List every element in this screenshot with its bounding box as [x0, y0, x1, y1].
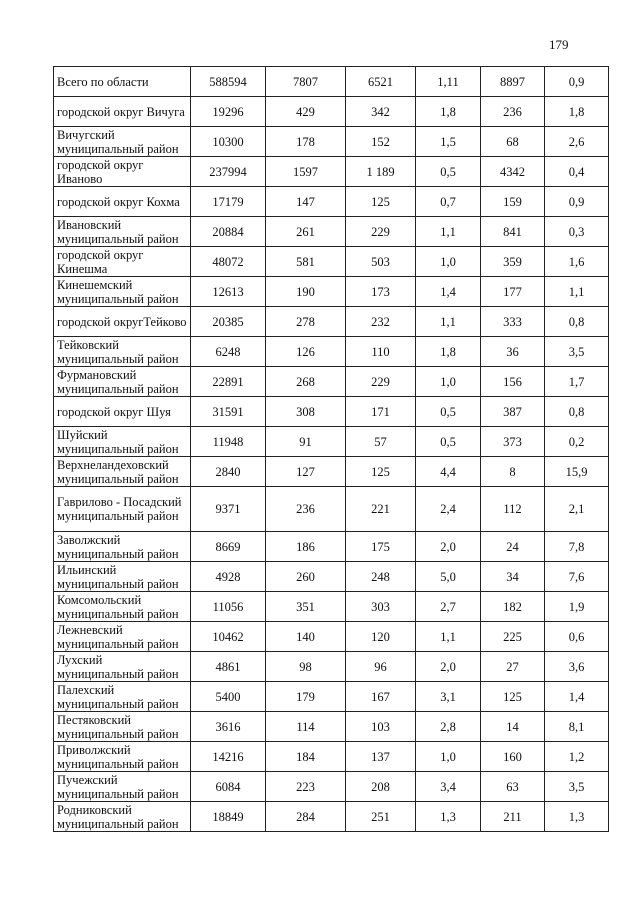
value-cell-col6: 3,5 — [545, 337, 609, 367]
value-cell-col5: 14 — [481, 712, 545, 742]
table-row — [54, 187, 609, 217]
value-cell-col4: 1,11 — [416, 67, 481, 97]
value-cell-col3: 248 — [346, 562, 416, 592]
value-cell-col5: 373 — [481, 427, 545, 457]
district-name-cell: городской округ Вичуга — [54, 97, 191, 127]
value-cell-col4: 2,0 — [416, 652, 481, 682]
value-cell-col1: 48072 — [191, 247, 266, 277]
value-cell-col6: 0,4 — [545, 157, 609, 187]
value-cell-col2: 351 — [266, 592, 346, 622]
value-cell-col1: 6084 — [191, 772, 266, 802]
district-name-cell: городской округ Кохма — [54, 187, 191, 217]
value-cell-col1: 31591 — [191, 397, 266, 427]
value-cell-col4: 2,4 — [416, 487, 481, 532]
value-cell-col6: 0,6 — [545, 622, 609, 652]
value-cell-col2: 268 — [266, 367, 346, 397]
district-name-cell: городской округ Шуя — [54, 397, 191, 427]
district-name-cell: Верхнеландеховский муниципальный район — [54, 457, 191, 487]
value-cell-col1: 20385 — [191, 307, 266, 337]
table-row — [54, 487, 609, 532]
value-cell-col4: 1,8 — [416, 337, 481, 367]
district-name-cell: городской округТейково — [54, 307, 191, 337]
value-cell-col1: 19296 — [191, 97, 266, 127]
value-cell-col6: 7,8 — [545, 532, 609, 562]
value-cell-col4: 2,0 — [416, 532, 481, 562]
value-cell-col5: 841 — [481, 217, 545, 247]
value-cell-col5: 160 — [481, 742, 545, 772]
value-cell-col6: 3,6 — [545, 652, 609, 682]
table-row — [54, 427, 609, 457]
value-cell-col4: 2,8 — [416, 712, 481, 742]
district-name-cell: городской округ Кинешма — [54, 247, 191, 277]
value-cell-col3: 125 — [346, 187, 416, 217]
value-cell-col2: 260 — [266, 562, 346, 592]
district-name-cell: Лежневский муниципальный район — [54, 622, 191, 652]
value-cell-col2: 98 — [266, 652, 346, 682]
value-cell-col2: 178 — [266, 127, 346, 157]
value-cell-col2: 223 — [266, 772, 346, 802]
value-cell-col2: 91 — [266, 427, 346, 457]
table-row — [54, 97, 609, 127]
value-cell-col1: 10300 — [191, 127, 266, 157]
district-name-cell: Вичугский муниципальный район — [54, 127, 191, 157]
value-cell-col5: 159 — [481, 187, 545, 217]
value-cell-col4: 5,0 — [416, 562, 481, 592]
value-cell-col6: 3,5 — [545, 772, 609, 802]
table-row — [54, 307, 609, 337]
district-name-cell: Шуйский муниципальный район — [54, 427, 191, 457]
value-cell-col4: 1,0 — [416, 247, 481, 277]
value-cell-col6: 1,8 — [545, 97, 609, 127]
value-cell-col5: 387 — [481, 397, 545, 427]
value-cell-col3: 110 — [346, 337, 416, 367]
value-cell-col2: 114 — [266, 712, 346, 742]
value-cell-col3: 303 — [346, 592, 416, 622]
value-cell-col6: 1,6 — [545, 247, 609, 277]
value-cell-col3: 342 — [346, 97, 416, 127]
value-cell-col5: 225 — [481, 622, 545, 652]
value-cell-col4: 1,8 — [416, 97, 481, 127]
value-cell-col3: 229 — [346, 217, 416, 247]
district-name-cell: Заволжский муниципальный район — [54, 532, 191, 562]
value-cell-col2: 581 — [266, 247, 346, 277]
value-cell-col6: 0,3 — [545, 217, 609, 247]
value-cell-col2: 140 — [266, 622, 346, 652]
district-name-cell: Пучежский муниципальный район — [54, 772, 191, 802]
table-row — [54, 682, 609, 712]
value-cell-col2: 127 — [266, 457, 346, 487]
table-row — [54, 742, 609, 772]
value-cell-col2: 179 — [266, 682, 346, 712]
value-cell-col4: 3,1 — [416, 682, 481, 712]
district-name-cell: Пестяковский муниципальный район — [54, 712, 191, 742]
value-cell-col1: 11056 — [191, 592, 266, 622]
value-cell-col3: 6521 — [346, 67, 416, 97]
value-cell-col1: 18849 — [191, 802, 266, 832]
value-cell-col3: 167 — [346, 682, 416, 712]
value-cell-col2: 284 — [266, 802, 346, 832]
value-cell-col5: 8897 — [481, 67, 545, 97]
value-cell-col3: 173 — [346, 277, 416, 307]
value-cell-col6: 15,9 — [545, 457, 609, 487]
district-name-cell: Тейковский муниципальный район — [54, 337, 191, 367]
value-cell-col1: 8669 — [191, 532, 266, 562]
value-cell-col5: 359 — [481, 247, 545, 277]
value-cell-col5: 112 — [481, 487, 545, 532]
value-cell-col1: 4928 — [191, 562, 266, 592]
value-cell-col5: 182 — [481, 592, 545, 622]
value-cell-col4: 3,4 — [416, 772, 481, 802]
value-cell-col4: 1,3 — [416, 802, 481, 832]
value-cell-col5: 36 — [481, 337, 545, 367]
value-cell-col6: 2,6 — [545, 127, 609, 157]
value-cell-col6: 1,2 — [545, 742, 609, 772]
district-name-cell: Всего по области — [54, 67, 191, 97]
value-cell-col3: 96 — [346, 652, 416, 682]
value-cell-col3: 137 — [346, 742, 416, 772]
value-cell-col2: 7807 — [266, 67, 346, 97]
value-cell-col1: 3616 — [191, 712, 266, 742]
value-cell-col1: 22891 — [191, 367, 266, 397]
value-cell-col4: 0,5 — [416, 427, 481, 457]
value-cell-col6: 1,7 — [545, 367, 609, 397]
value-cell-col3: 152 — [346, 127, 416, 157]
value-cell-col1: 6248 — [191, 337, 266, 367]
value-cell-col4: 0,5 — [416, 397, 481, 427]
value-cell-col6: 0,8 — [545, 397, 609, 427]
value-cell-col5: 211 — [481, 802, 545, 832]
value-cell-col4: 1,1 — [416, 307, 481, 337]
table-row — [54, 772, 609, 802]
value-cell-col5: 333 — [481, 307, 545, 337]
value-cell-col1: 9371 — [191, 487, 266, 532]
value-cell-col6: 1,1 — [545, 277, 609, 307]
value-cell-col6: 1,4 — [545, 682, 609, 712]
value-cell-col1: 12613 — [191, 277, 266, 307]
value-cell-col6: 1,3 — [545, 802, 609, 832]
table-row — [54, 127, 609, 157]
value-cell-col4: 1,1 — [416, 622, 481, 652]
value-cell-col4: 1,0 — [416, 367, 481, 397]
value-cell-col1: 10462 — [191, 622, 266, 652]
table-row — [54, 712, 609, 742]
value-cell-col1: 2840 — [191, 457, 266, 487]
value-cell-col1: 588594 — [191, 67, 266, 97]
value-cell-col4: 1,1 — [416, 217, 481, 247]
value-cell-col2: 184 — [266, 742, 346, 772]
value-cell-col1: 5400 — [191, 682, 266, 712]
value-cell-col1: 11948 — [191, 427, 266, 457]
value-cell-col4: 2,7 — [416, 592, 481, 622]
value-cell-col2: 236 — [266, 487, 346, 532]
value-cell-col3: 171 — [346, 397, 416, 427]
table-row — [54, 157, 609, 187]
page-number: 179 — [549, 37, 569, 52]
value-cell-col3: 120 — [346, 622, 416, 652]
value-cell-col2: 261 — [266, 217, 346, 247]
value-cell-col5: 24 — [481, 532, 545, 562]
value-cell-col6: 1,9 — [545, 592, 609, 622]
value-cell-col5: 125 — [481, 682, 545, 712]
value-cell-col6: 7,6 — [545, 562, 609, 592]
district-name-cell: Приволжский муниципальный район — [54, 742, 191, 772]
value-cell-col3: 503 — [346, 247, 416, 277]
table-row — [54, 217, 609, 247]
district-name-cell: городской округ Иваново — [54, 157, 191, 187]
value-cell-col3: 1 189 — [346, 157, 416, 187]
value-cell-col4: 4,4 — [416, 457, 481, 487]
value-cell-col5: 177 — [481, 277, 545, 307]
value-cell-col2: 190 — [266, 277, 346, 307]
value-cell-col5: 8 — [481, 457, 545, 487]
value-cell-col2: 1597 — [266, 157, 346, 187]
district-name-cell: Родниковский муниципальный район — [54, 802, 191, 832]
value-cell-col5: 68 — [481, 127, 545, 157]
value-cell-col4: 1,5 — [416, 127, 481, 157]
value-cell-col2: 147 — [266, 187, 346, 217]
district-name-cell: Палехский муниципальный район — [54, 682, 191, 712]
district-name-cell: Лухский муниципальный район — [54, 652, 191, 682]
value-cell-col4: 1,4 — [416, 277, 481, 307]
district-name-cell: Фурмановский муниципальный район — [54, 367, 191, 397]
value-cell-col3: 229 — [346, 367, 416, 397]
value-cell-col2: 186 — [266, 532, 346, 562]
table-row — [54, 247, 609, 277]
value-cell-col1: 237994 — [191, 157, 266, 187]
district-name-cell: Ивановский муниципальный район — [54, 217, 191, 247]
district-name-cell: Кинешемский муниципальный район — [54, 277, 191, 307]
district-statistics-table — [53, 66, 609, 832]
value-cell-col4: 1,0 — [416, 742, 481, 772]
value-cell-col4: 0,5 — [416, 157, 481, 187]
table-row — [54, 397, 609, 427]
table-row — [54, 67, 609, 97]
value-cell-col3: 232 — [346, 307, 416, 337]
value-cell-col6: 0,9 — [545, 187, 609, 217]
value-cell-col5: 34 — [481, 562, 545, 592]
table-row — [54, 652, 609, 682]
table-row — [54, 457, 609, 487]
value-cell-col3: 57 — [346, 427, 416, 457]
value-cell-col3: 175 — [346, 532, 416, 562]
value-cell-col4: 0,7 — [416, 187, 481, 217]
value-cell-col5: 63 — [481, 772, 545, 802]
value-cell-col2: 126 — [266, 337, 346, 367]
value-cell-col6: 0,8 — [545, 307, 609, 337]
value-cell-col1: 17179 — [191, 187, 266, 217]
table-row — [54, 337, 609, 367]
value-cell-col1: 20884 — [191, 217, 266, 247]
district-name-cell: Комсомольский муниципальный район — [54, 592, 191, 622]
value-cell-col2: 278 — [266, 307, 346, 337]
value-cell-col1: 4861 — [191, 652, 266, 682]
value-cell-col1: 14216 — [191, 742, 266, 772]
value-cell-col2: 429 — [266, 97, 346, 127]
value-cell-col3: 208 — [346, 772, 416, 802]
value-cell-col5: 27 — [481, 652, 545, 682]
table-row — [54, 277, 609, 307]
table-row — [54, 367, 609, 397]
table-row — [54, 802, 609, 832]
value-cell-col3: 251 — [346, 802, 416, 832]
value-cell-col6: 0,9 — [545, 67, 609, 97]
table-row — [54, 562, 609, 592]
value-cell-col5: 236 — [481, 97, 545, 127]
value-cell-col2: 308 — [266, 397, 346, 427]
value-cell-col6: 0,2 — [545, 427, 609, 457]
value-cell-col3: 125 — [346, 457, 416, 487]
value-cell-col6: 8,1 — [545, 712, 609, 742]
value-cell-col5: 4342 — [481, 157, 545, 187]
district-name-cell: Гаврилово - Посадский муниципальный район — [54, 487, 191, 532]
value-cell-col6: 2,1 — [545, 487, 609, 532]
district-name-cell: Ильинский муниципальный район — [54, 562, 191, 592]
table-row — [54, 532, 609, 562]
value-cell-col5: 156 — [481, 367, 545, 397]
value-cell-col3: 103 — [346, 712, 416, 742]
value-cell-col3: 221 — [346, 487, 416, 532]
table-row — [54, 592, 609, 622]
table-row — [54, 622, 609, 652]
